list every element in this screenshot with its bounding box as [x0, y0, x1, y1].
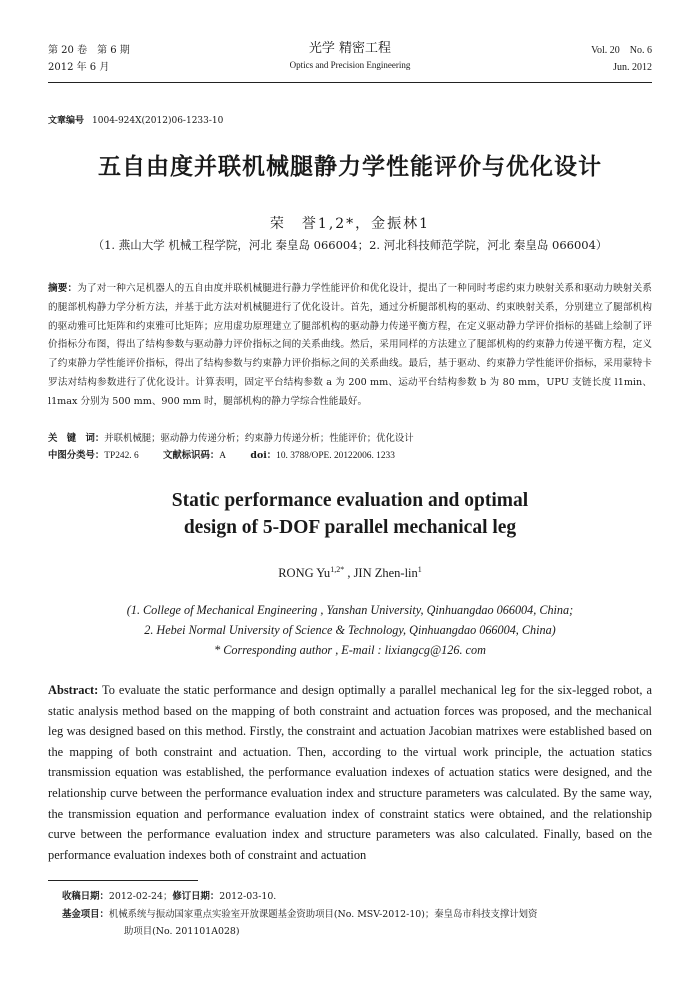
footnote-divider: [48, 880, 198, 881]
author2-sup: 1: [417, 565, 422, 574]
abstract-cn: [48, 280, 652, 412]
doi-label: doi：: [250, 450, 277, 461]
doc-code-value: A: [219, 451, 227, 461]
title-en-line2: design of 5-DOF parallel mechanical leg: [183, 517, 517, 538]
doc-code-label: 文献标识码：: [163, 450, 220, 461]
header-divider: [48, 82, 652, 83]
clc-value: TP242. 6: [104, 451, 139, 461]
abstract-en-label: Abstract:: [48, 683, 99, 697]
header-date-en: Jun. 2012: [613, 62, 652, 73]
keywords-cn-label: 关 键 词：: [48, 433, 105, 444]
abstract-cn-text: 为了对一种六足机器人的五自由度并联机械腿进行静力学性能评价和优化设计，提出了一种同时考虑约束力映射关系和驱动力映射关系的腿部机构静力学分析方法，并基于此方法对机械腿进行了优化设计。首先，通过分析腿部机构的驱动、约束映射关系，分别建立了腿部机构的驱动雅可比矩阵和约束雅可比矩阵；应用虚功原理建立了腿部机构的驱动静力传递平衡方程，在定义驱动静力学评价指标的基础上绘制了评价指标分布图，得出了结构参数与驱动静力评价指标之间的关系曲线。然后，采用同样的方法建立了腿部机构的约束静力传递平衡方程，定义了约束静力学性能评价指标，得出了结构参数与约束静力评价指标之间的关系曲线。最后，基于驱动、约束静力学性能评价指标，采用蒙特卡罗法对结构参数进行了优化设计。计算表明，固定平台结构参数 a 为 200 mm、运动平台结构参数 b 为 80 mm，UPU 支链长度 l1min、l1max 分别为 500 mm、900 mm 时，腿部机构的静力学综合性能最好。: [48, 283, 652, 407]
journal-name-cn: 光学 精密工程: [308, 41, 392, 56]
author1-sup: 1,2*: [330, 565, 345, 574]
abstract-en-text: To evaluate the static performance and design optimally a parallel mechanical leg for the six-legged robot, a static analysis method based on the mapping of both constraint and actuation forces was proposed, and the mechanical leg was designed based on this method. Firstly, the constraint and actuation Jacobian matrixes were established based on the mapping of both constraint and actuation. Then, according to the virtual work principle, the actuation statics transmission equation was established, the performance evaluation indexes of actuation statics were designed, and the relationship curve between the performance evaluation index and structure parameters was calculated. By the same way, the transmission equation and performance evaluation index of constraint statics were obtained, and the relationship curve between the performance evaluation index and structure parameters was also calculated. Finally, based on the performance evaluation indexes both of constraint and actuation: [48, 683, 652, 862]
received-date: 2012-02-24: [108, 891, 163, 902]
article-id: [48, 113, 223, 126]
revised-date: 2012-03-10.: [219, 891, 277, 902]
affil-en-line1: (1. College of Mechanical Engineering , Yanshan University, Qinhuangdao 066004, China;: [126, 603, 574, 617]
abstract-en: [48, 680, 652, 865]
affil-en-line2: 2. Hebei Normal University of Science & Technology, Qinhuangdao 066004, China): [144, 623, 556, 637]
fund-line-2: 助项目(No. 201101A028): [124, 926, 240, 937]
fund-line: [62, 906, 652, 924]
clc-label: 中图分类号：: [48, 450, 105, 461]
received-label: 收稿日期：: [62, 891, 109, 902]
footnote: [62, 888, 652, 941]
header-volume-en: Vol. 20 No. 6: [591, 45, 652, 56]
abstract-cn-label: 摘要：: [48, 283, 78, 294]
doi-value: 10. 3788/OPE. 20122006. 1233: [276, 451, 395, 461]
title-cn: 五自由度并联机械腿静力学性能评价与优化设计: [98, 154, 602, 180]
fund-label: 基金项目：: [62, 908, 109, 920]
authors-separator: ,: [344, 566, 354, 581]
title-en: [50, 487, 650, 541]
journal-name: [230, 40, 470, 72]
authors-cn: 荣 誉1,2*，金振林1: [269, 216, 431, 232]
keywords-cn: [48, 430, 652, 447]
revised-label: 修订日期：: [172, 891, 220, 902]
header-date-cn: 2012 年 6 月: [48, 62, 110, 73]
author1-name: RONG Yu: [278, 566, 331, 581]
header-issue-cn: [48, 42, 130, 76]
article-id-value: 1004-924X(2012)06-1233-10: [92, 116, 224, 126]
dates-line: 收稿日期：2012-02-24；修订日期：2012-03-10.: [62, 891, 277, 902]
affiliations-cn: （1. 燕山大学 机械工程学院，河北 秦皇岛 066004；2. 河北科技师范学院，河北 秦皇岛 066004）: [92, 238, 608, 252]
fund-text-1: 机械系统与振动国家重点实验室开放课题基金资助项目(No. MSV-2012-10)；秦皇岛市科技支撑计划资: [108, 908, 538, 920]
keywords-cn-text: 并联机械腿；驱动静力传递分析；约束静力传递分析；性能评价；优化设计: [104, 433, 414, 444]
header-issue-en: [591, 42, 652, 76]
title-en-line1: Static performance evaluation and optimal: [171, 490, 529, 511]
authors-en: [0, 565, 700, 581]
author2-name: JIN Zhen-lin: [353, 566, 418, 581]
journal-name-en: Optics and Precision Engineering: [289, 60, 411, 70]
header-volume-cn: 第 20 卷 第 6 期: [48, 45, 130, 56]
classification-line: [48, 447, 652, 465]
affiliations-en: [40, 600, 660, 660]
corresponding-author: * Corresponding author , E-mail : lixiangcg@126. com: [214, 643, 486, 657]
article-id-label: 文章编号: [48, 116, 85, 126]
